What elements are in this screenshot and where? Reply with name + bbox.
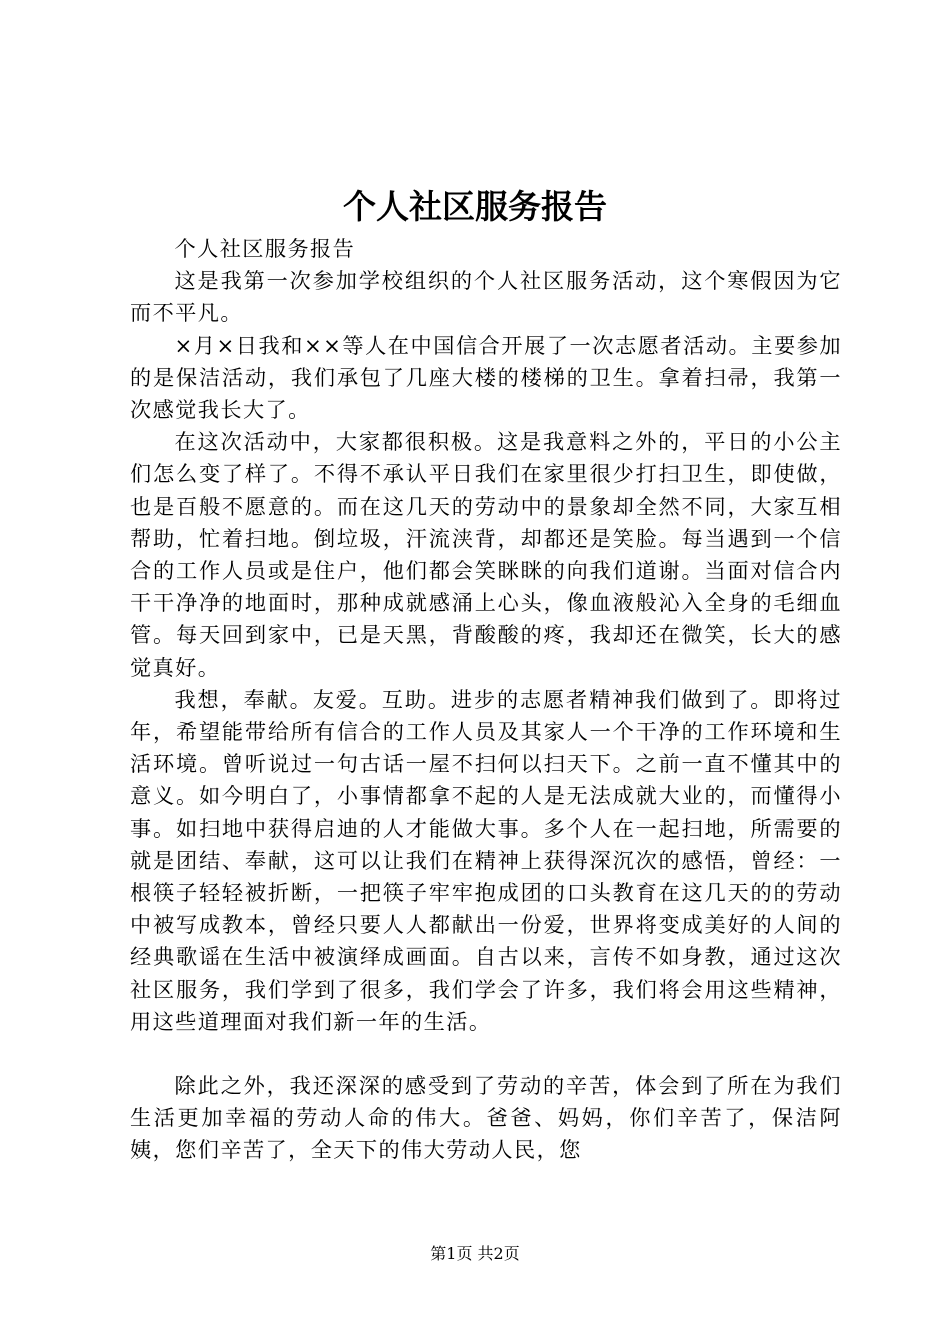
document-title: 个人社区服务报告 <box>343 187 607 226</box>
paragraph: 我想，奉献。友爱。互助。进步的志愿者精神我们做到了。即将过年，希望能带给所有信合的工作人员及其家人一个干净的工作环境和生活环境。曾听说过一句古话一屋不扫何以扫天下。之前一直不懂其中的意义。如今明白了，小事情都拿不起的人是无法成就大业的，而懂得小事。如扫地中获得启迪的人才能做大事。多个人在一起扫地，所需要的就是团结、奉献，这可以让我们在精神上获得深沉次的感悟，曾经：一根筷子轻轻被折断，一把筷子牢牢抱成团的口头教育在这几天的的劳动中被写成教本，曾经只要人人都献出一份爱，世界将变成美好的人间的经典歌谣在生活中被演绎成画面。自古以来，言传不如身教，通过这次社区服务，我们学到了很多，我们学会了许多，我们将会用这些精神，用这些道理面对我们新一年的生活。 <box>130 686 842 1034</box>
paragraph-subtitle: 个人社区服务报告 <box>174 236 356 261</box>
document-body <box>130 233 842 1167</box>
paragraph: 在这次活动中，大家都很积极。这是我意料之外的，平日的小公主们怎么变了样了。不得不承认平日我们在家里很少打扫卫生，即使做，也是百般不愿意的。而在这几天的劳动中的景象却全然不同，大家互相帮助，忙着扫地。倒垃圾，汗流浃背，却都还是笑脸。每当遇到一个信合的工作人员或是住户，他们都会笑眯眯的向我们道谢。当面对信合内干干净净的地面时，那种成就感涌上心头，像血液般沁入全身的毛细血管。每天回到家中，已是天黑，背酸酸的疼，我却还在微笑，长大的感觉真好。 <box>130 429 842 680</box>
paragraph: ×月×日我和××等人在中国信合开展了一次志愿者活动。主要参加的是保洁活动，我们承包了几座大楼的楼梯的卫生。拿着扫帚，我第一次感觉我长大了。 <box>130 332 842 423</box>
paragraph: 除此之外，我还深深的感受到了劳动的辛苦，体会到了所在为我们生活更加幸福的劳动人命的伟大。爸爸、妈妈，你们辛苦了，保洁阿姨，您们辛苦了，全天下的伟大劳动人民，您 <box>130 1073 842 1163</box>
paragraph: 这是我第一次参加学校组织的个人社区服务活动，这个寒假因为它而不平凡。 <box>130 268 842 326</box>
page-footer: 第1页 共2页 <box>430 1244 520 1263</box>
